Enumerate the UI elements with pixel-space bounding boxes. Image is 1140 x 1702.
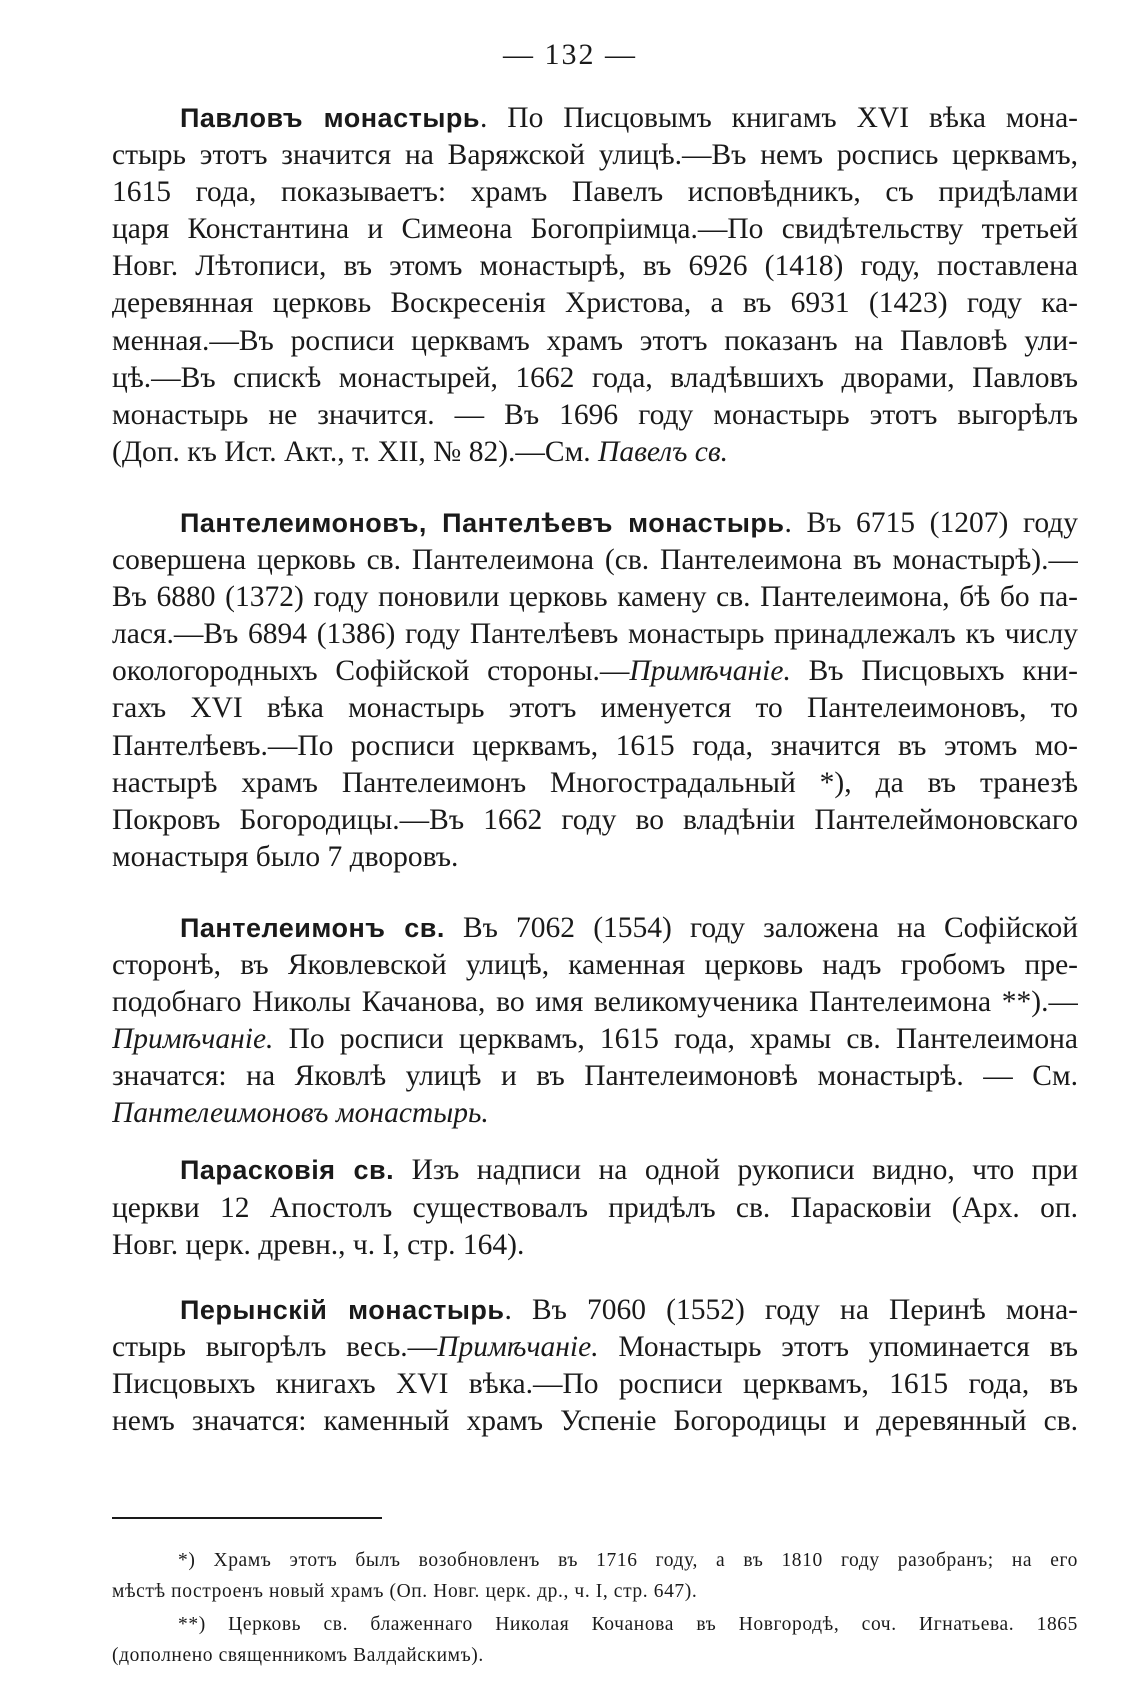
text-line: царя Константина и Симеона Богопріимца.—По свидѣтельству третьей	[112, 213, 1078, 246]
text-line: Павловъ монастырь. По Писцовымъ книгамъ XVI вѣка мона-	[180, 102, 1078, 134]
text-line: монастырь не значится. — Въ 1696 году монастырь этотъ выгорѣлъ	[112, 398, 1078, 431]
footnote-line: **) Церковь св. блаженнаго Николая Кочанова въ Новгородѣ, соч. Игнатьева. 1865	[178, 1614, 1078, 1635]
text-line: совершена церковь св. Пантелеимона (св. Пантелеимона въ монастырѣ).—	[112, 544, 1078, 577]
text-line: церкви 12 Апостолъ существовалъ придѣлъ св. Парасковіи (Арх. оп.	[112, 1191, 1078, 1224]
entry-headword: Пантелеимонъ св.	[180, 912, 445, 943]
body-text	[112, 100, 1078, 1474]
text-line: подобнаго Николы Качанова, во имя великомученика Пантелеимона **).—	[112, 986, 1078, 1019]
text-line: монастыря было 7 дворовъ.	[112, 840, 459, 873]
note-label: Примѣчаніе.	[629, 655, 791, 688]
entry-headword: Пантелеимоновъ, Пантелѣевъ монастырь	[180, 507, 785, 538]
cross-reference: Пантелеимоновъ монастырь.	[112, 1097, 489, 1130]
text-line: 1615 года, показываетъ: храмъ Павелъ исповѣдникъ, съ придѣлами	[112, 176, 1078, 209]
text-line: (Доп. къ Ист. Акт., т. XII, № 82).—См. Павелъ св.	[112, 435, 729, 468]
footnote-line: *) Храмъ этотъ былъ возобновленъ въ 1716 году, а въ 1810 году разобранъ; на его	[178, 1550, 1078, 1571]
text-line: Новг. Лѣтописи, въ этомъ монастырѣ, въ 6926 (1418) году, поставлена	[112, 250, 1078, 283]
page-number: — 132 —	[503, 38, 637, 71]
text-line: лася.—Въ 6894 (1386) году Пантелѣевъ монастырь принадлежалъ къ числу	[112, 618, 1078, 651]
text-line: менная.—Въ росписи церквамъ храмъ этотъ показанъ на Павловѣ ули-	[112, 324, 1078, 357]
text-line: деревянная церковь Воскресенія Христова, а въ 6931 (1423) году ка-	[112, 287, 1078, 320]
entry-panteleimon-church	[112, 910, 1078, 1133]
text-line: стырь выгорѣлъ весь.—Примѣчаніе. Монастырь этотъ упоминается въ	[112, 1330, 1078, 1363]
text-line: настырѣ храмъ Пантелеимонъ Многострадальный *), да въ транезѣ	[112, 766, 1078, 799]
footnote-line: (дополнено священникомъ Валдайскимъ).	[112, 1645, 484, 1666]
text-line: сторонѣ, въ Яковлевской улицѣ, каменная церковь надъ гробомъ пре-	[112, 948, 1078, 981]
text-line: окологородныхъ Софійской стороны.—Примѣчаніе. Въ Писцовыхъ кни-	[112, 655, 1078, 688]
text-line: Пантелеимоновъ, Пантелѣевъ монастырь. Въ 6715 (1207) году	[180, 506, 1078, 539]
entry-paraskeva-church	[112, 1152, 1078, 1263]
text-line: Примѣчаніе. По росписи церквамъ, 1615 года, храмы св. Пантелеимона	[112, 1023, 1078, 1056]
entry-panteleimonov-monastery	[112, 505, 1078, 876]
text-line: Пантелѣевъ.—По росписи церквамъ, 1615 года, значится въ этомъ мо-	[112, 729, 1078, 762]
note-label: Примѣчаніе.	[112, 1023, 274, 1056]
text-line: Новг. церк. древн., ч. I, стр. 164).	[112, 1228, 525, 1261]
footnotes	[112, 1545, 1078, 1673]
entry-headword: Павловъ монастырь	[180, 103, 480, 133]
entry-perynsky-monastery	[112, 1292, 1078, 1440]
text-line: Парасковія св. Изъ надписи на одной рукописи видно, что при	[180, 1154, 1078, 1187]
entry-pavlov-monastery	[112, 100, 1078, 471]
entry-headword: Парасковія св.	[180, 1155, 395, 1186]
note-label: Примѣчаніе.	[437, 1330, 599, 1363]
cross-reference: Павелъ св.	[598, 435, 729, 468]
footnote-2	[112, 1609, 1078, 1671]
text-line: цѣ.—Въ спискѣ монастырей, 1662 года, владѣвшихъ дворами, Павловъ	[112, 361, 1078, 394]
text-line: Перынскій монастырь. Въ 7060 (1552) году на Перинѣ мона-	[180, 1293, 1078, 1326]
footnote-1	[112, 1545, 1078, 1607]
text-line: Покровъ Богородицы.—Въ 1662 году во владѣніи Пантелеймоновскаго	[112, 803, 1078, 836]
text-line: Пантелеимонъ св. Въ 7062 (1554) году заложена на Софійской	[180, 911, 1078, 944]
text-line: значатся: на Яковлѣ улицѣ и въ Пантелеимоновѣ монастырѣ. — См.	[112, 1060, 1078, 1093]
text-line: немъ значатся: каменный храмъ Успеніе Богородицы и деревянный св.	[112, 1405, 1078, 1437]
entry-headword: Перынскій монастырь	[180, 1294, 505, 1325]
text-line: гахъ XVI вѣка монастырь этотъ именуется то Пантелеимоновъ, то	[112, 692, 1078, 725]
footnote-line: мѣстѣ построенъ новый храмъ (Оп. Новг. церк. др., ч. I, стр. 647).	[112, 1581, 698, 1602]
text-line: стырь этотъ значится на Варяжской улицѣ.—Въ немъ роспись церквамъ,	[112, 139, 1078, 172]
footnote-divider	[112, 1517, 382, 1519]
text-line: Въ 6880 (1372) году поновили церковь камену св. Пантелеимона, бѣ бо па-	[112, 581, 1078, 614]
text-line: Писцовыхъ книгахъ XVI вѣка.—По росписи церквамъ, 1615 года, въ	[112, 1367, 1078, 1400]
